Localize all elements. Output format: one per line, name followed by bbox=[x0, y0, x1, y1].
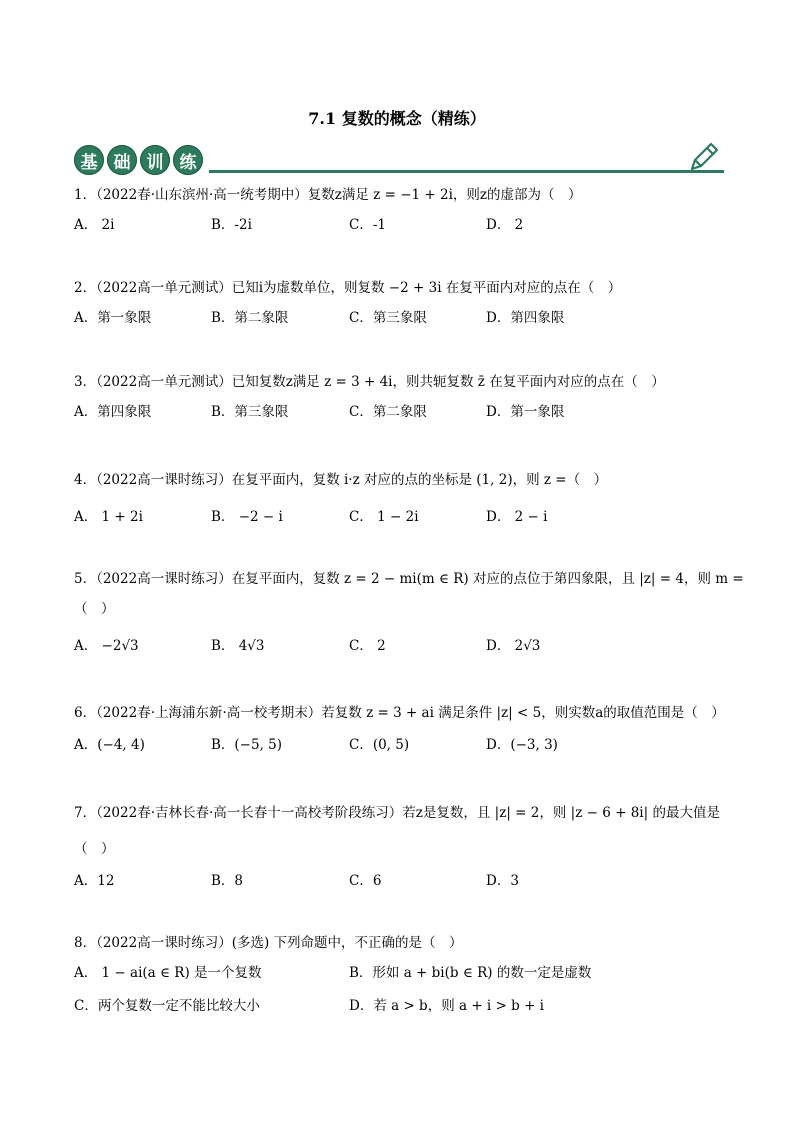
question-6-option-b: B．(−5, 5) bbox=[211, 737, 283, 753]
question-1-stem: 1．（2022春·山东滨州·高一统考期中）复数z满足 z = −1 + 2i，则z的虚部为（ ） bbox=[74, 187, 582, 203]
question-1-option-d: D． 2 bbox=[486, 217, 524, 233]
question-1-option-b: B．-2i bbox=[211, 217, 252, 233]
question-6-option-d: D．(−3, 3) bbox=[486, 737, 558, 753]
question-8-option-a: A． 1 − ai(a ∈ R) 是一个复数 bbox=[74, 965, 262, 981]
question-7-option-c: C．6 bbox=[349, 873, 382, 889]
question-8-option-b: B．形如 a + bi(b ∈ R) 的数一定是虚数 bbox=[349, 965, 592, 981]
question-6-stem: 6．（2022春·上海浦东新·高一校考期末）若复数 z = 3 + ai 满足条件 |z| < 5，则实数a的取值范围是（ ） bbox=[74, 705, 725, 721]
question-5-option-d: D． 2√3 bbox=[486, 638, 541, 654]
question-5-option-c: C． 2 bbox=[349, 638, 386, 654]
question-1-option-c: C．-1 bbox=[349, 217, 386, 233]
question-5-stem: 5．（2022高一课时练习）在复平面内，复数 z = 2 − mi(m ∈ R) 对应的点位于第四象限，且 |z| = 4，则 m = bbox=[74, 571, 744, 587]
question-2-option-c: C．第三象限 bbox=[349, 310, 427, 326]
question-5-option-b: B． 4√3 bbox=[211, 638, 265, 654]
question-3-stem: 3．（2022高一单元测试）已知复数z满足 z = 3 + 4i，则共轭复数 z̄ 在复平面内对应的点在（ ） bbox=[74, 374, 665, 390]
question-7-option-a: A．12 bbox=[74, 873, 115, 889]
question-7-option-d: D．3 bbox=[486, 873, 519, 889]
question-2-option-a: A．第一象限 bbox=[74, 310, 152, 326]
banner-underline bbox=[209, 170, 724, 173]
question-5-stem-cont: （ ） bbox=[74, 601, 115, 617]
question-7-stem: 7．（2022春·吉林长春·高一长春十一高校考阶段练习）若z是复数，且 |z| = 2，则 |z − 6 + 8i| 的最大值是 bbox=[74, 805, 720, 821]
question-5-option-a: A． −2√3 bbox=[74, 638, 139, 654]
page-title: 7.1 复数的概念（精练） bbox=[308, 109, 486, 128]
question-3-option-c: C．第二象限 bbox=[349, 404, 427, 420]
question-7-stem-cont: （ ） bbox=[74, 841, 115, 857]
question-2-option-d: D．第四象限 bbox=[486, 310, 565, 326]
question-6-option-c: C．(0, 5) bbox=[349, 737, 410, 753]
question-4-option-d: D． 2 − i bbox=[486, 509, 548, 525]
banner-char-2: 础 bbox=[107, 145, 137, 175]
question-4-option-a: A． 1 + 2i bbox=[74, 509, 143, 525]
question-4-option-c: C． 1 − 2i bbox=[349, 509, 419, 525]
banner-char-4: 练 bbox=[173, 145, 203, 175]
question-8-stem: 8．（2022高一课时练习）(多选) 下列命题中，不正确的是（ ） bbox=[74, 935, 463, 951]
question-2-stem: 2．（2022高一单元测试）已知i为虚数单位，则复数 −2 + 3i 在复平面内对应的点在（ ） bbox=[74, 280, 622, 296]
banner-circles bbox=[74, 145, 203, 175]
question-4-stem: 4．（2022高一课时练习）在复平面内，复数 i·z 对应的点的坐标是 (1, 2)，则 z =（ ） bbox=[74, 472, 608, 488]
section-banner bbox=[74, 143, 724, 177]
pencil-icon bbox=[686, 139, 722, 175]
question-3-option-d: D．第一象限 bbox=[486, 404, 565, 420]
question-7-option-b: B．8 bbox=[211, 873, 244, 889]
banner-char-1: 基 bbox=[74, 145, 104, 175]
banner-char-3: 训 bbox=[140, 145, 170, 175]
question-8-option-d: D．若 a > b，则 a + i > b + i bbox=[349, 998, 544, 1014]
question-4-option-b: B． −2 − i bbox=[211, 509, 283, 525]
question-6-option-a: A．(−4, 4) bbox=[74, 737, 145, 753]
question-2-option-b: B．第二象限 bbox=[211, 310, 289, 326]
question-1-option-a: A． 2i bbox=[74, 217, 115, 233]
question-8-option-c: C．两个复数一定不能比较大小 bbox=[74, 998, 260, 1014]
question-3-option-b: B．第三象限 bbox=[211, 404, 289, 420]
question-3-option-a: A．第四象限 bbox=[74, 404, 152, 420]
